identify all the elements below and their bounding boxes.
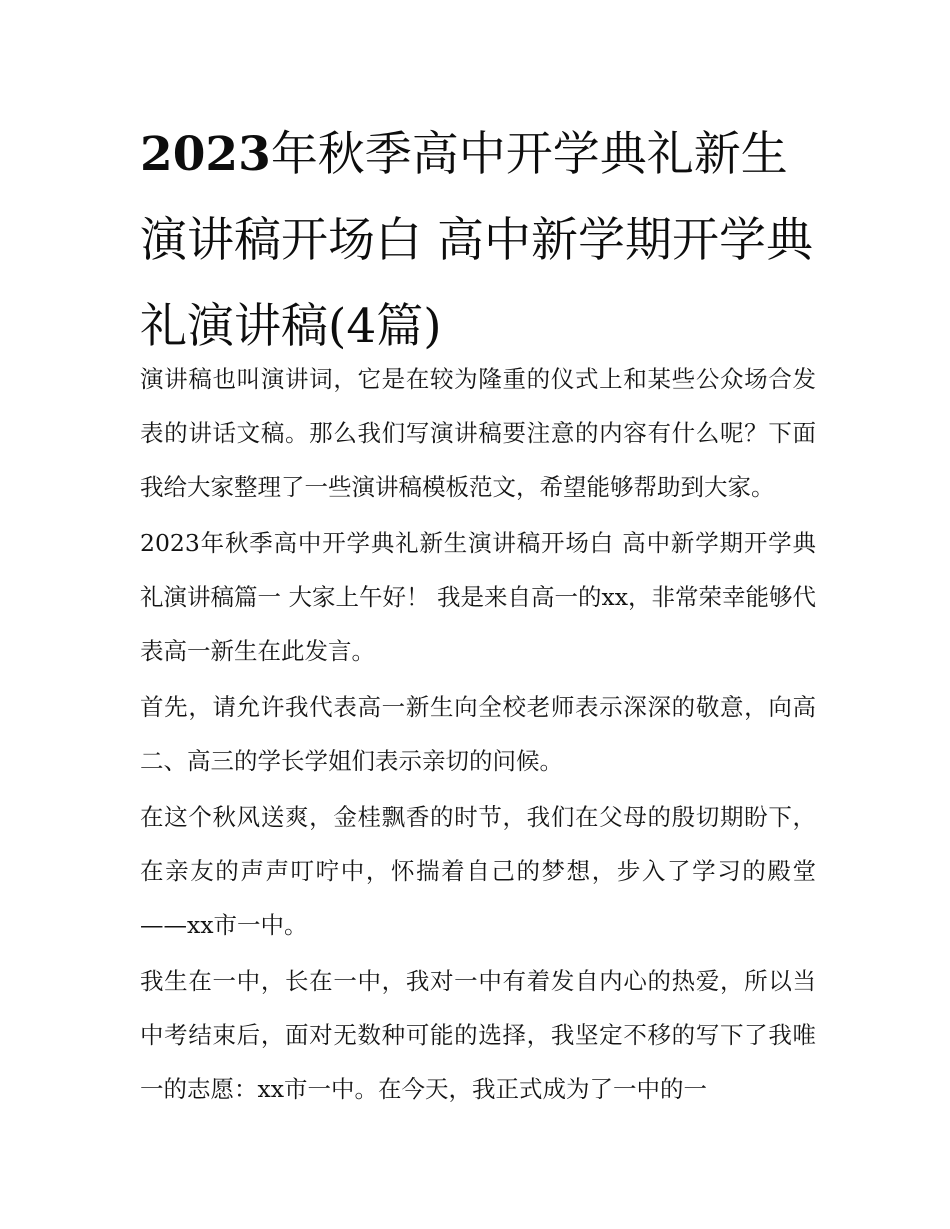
title-text: 年秋季高中开学典礼新生演讲稿开场白 高中新学期开学典礼演讲稿(4篇) bbox=[140, 127, 813, 354]
season-paragraph: 在这个秋风送爽，金桂飘香的时节，我们在父母的殷切期盼下，在亲友的声声叮咛中，怀揣着自己的梦想，步入了学习的殿堂——xx市一中。 bbox=[140, 803, 816, 939]
greeting-paragraph: 首先，请允许我代表高一新生向全校老师表示深深的敬意，向高二、高三的学长学姐们表示亲切的问候。 bbox=[140, 693, 816, 775]
speech-opening-paragraph: 2023年秋季高中开学典礼新生演讲稿开场白 高中新学期开学典礼演讲稿篇一 大家上午好！ 我是来自高一的xx，非常荣幸能够代表高一新生在此发言。 bbox=[140, 529, 816, 665]
intro-paragraph: 演讲稿也叫演讲词，它是在较为隆重的仪式上和某些公众场合发表的讲话文稿。那么我们写演讲稿要注意的内容有什么呢？下面我给大家整理了一些演讲稿模板范文，希望能够帮助到大家。 bbox=[140, 365, 816, 501]
title-year: 2023 bbox=[140, 127, 271, 182]
school-choice-paragraph: 我生在一中，长在一中，我对一中有着发自内心的热爱，所以当中考结束后，面对无数种可能的选择，我坚定不移的写下了我唯一的志愿：xx市一中。在今天，我正式成为了一中的一 bbox=[140, 967, 816, 1103]
document-body bbox=[140, 352, 816, 1118]
document-title bbox=[140, 112, 820, 370]
